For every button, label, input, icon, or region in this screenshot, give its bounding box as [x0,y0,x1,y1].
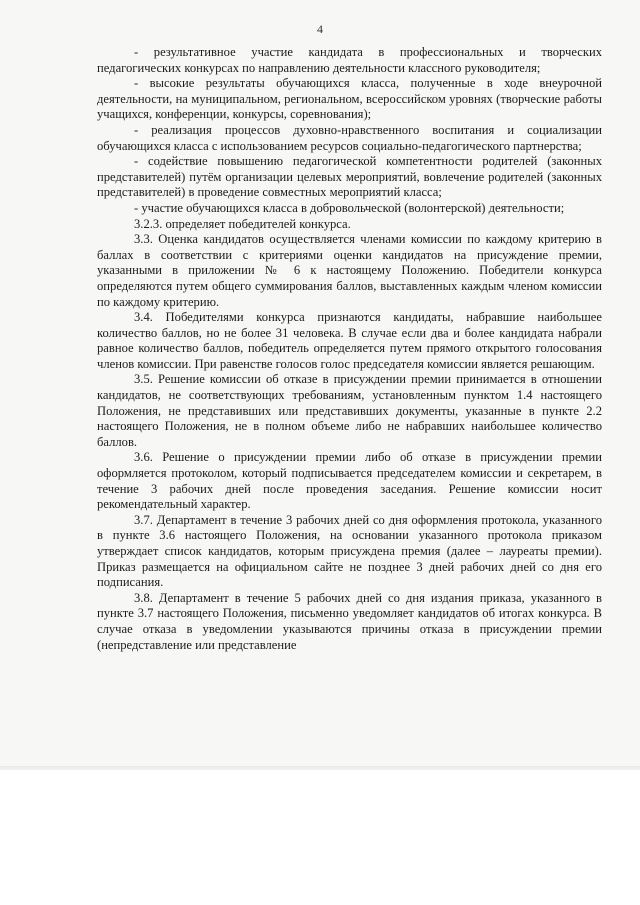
paragraph-3-2-3: 3.2.3. определяет победителей конкурса. [134,216,351,231]
paragraph-3-5: 3.5. Решение комиссии об отказе в присуждении премии принимается в отношении кандидатов, не соответствующих требованиям, установленным пунктом 1.4 настоящего Положения, не представивших или представивших документы, указанные в пункте 2.2 настоящего Положения, не в полном объеме либо не набравших наибольшее количество баллов. [97,372,602,449]
paragraph-criterion-parent-competence: - содействие повышению педагогической компетентности родителей (законных представителей) путём организации целевых мероприятий, вовлечение родителей (законных представителей) в проведение совместных мероприятий класса; [97,154,602,200]
document-body [97,45,602,653]
paragraph-criterion-competitions: - результативное участие кандидата в профессиональных и творческих педагогических конкурсах по направлению деятельности классного руководителя; [97,45,602,75]
paragraph-3-7: 3.7. Департамент в течение 3 рабочих дней со дня оформления протокола, указанного в пункте 3.6 настоящего Положения, на основании указанного протокола приказом утверждает список кандидатов, которым присуждена премия (далее – лауреаты премии). Приказ размещается на официальном сайте не позднее 3 дней рабочих дней со дня его подписания. [97,512,602,590]
page-number: 4 [317,22,323,36]
paragraph-criterion-volunteering: - участие обучающихся класса в добровольческой (волонтерской) деятельности; [134,200,565,215]
paragraph-3-6: 3.6. Решение о присуждении премии либо об отказе в присуждении премии оформляется протоколом, который подписывается председателем комиссии и секретарем, в течение 3 рабочих дней после проведения заседания. Решение комиссии носит рекомендательный характер. [97,450,602,512]
paragraph-criterion-student-results: - высокие результаты обучающихся класса, полученные в ходе внеурочной деятельности, на муниципальном, региональном, всероссийском уровнях (творческие работы учащихся, конференции, конкурсы, соревнования); [97,76,602,122]
paragraph-3-8: 3.8. Департамент в течение 5 рабочих дней со дня издания приказа, указанного в пункте 3.7 настоящего Положения, письменно уведомляет кандидатов об итогах конкурса. В случае отказа в уведомлении указываются причины отказа в присуждении премии (непредставление или представление [97,590,602,652]
paragraph-3-4: 3.4. Победителями конкурса признаются кандидаты, набравшие наибольшее количество баллов, но не более 31 человека. В случае если два и более кандидата набрали равное количество баллов, победитель определяется путем прямого открытого голосования членов комиссии. При равенстве голосов голос председателя комиссии является решающим. [97,310,602,371]
paragraph-3-3: 3.3. Оценка кандидатов осуществляется членами комиссии по каждому критерию в баллах в соответствии с критериями оценки кандидатов на присуждение премии, указанными в приложении № 6 к настоящему Положению. Победители конкурса определяются путем общего суммирования баллов, выставленных каждым членом комиссии по каждому критерию. [97,232,602,309]
blank-margin [0,770,640,905]
paragraph-criterion-moral-education: - реализация процессов духовно-нравственного воспитания и социализации обучающихся класса с использованием ресурсов социально-педагогического партнерства; [97,122,602,153]
